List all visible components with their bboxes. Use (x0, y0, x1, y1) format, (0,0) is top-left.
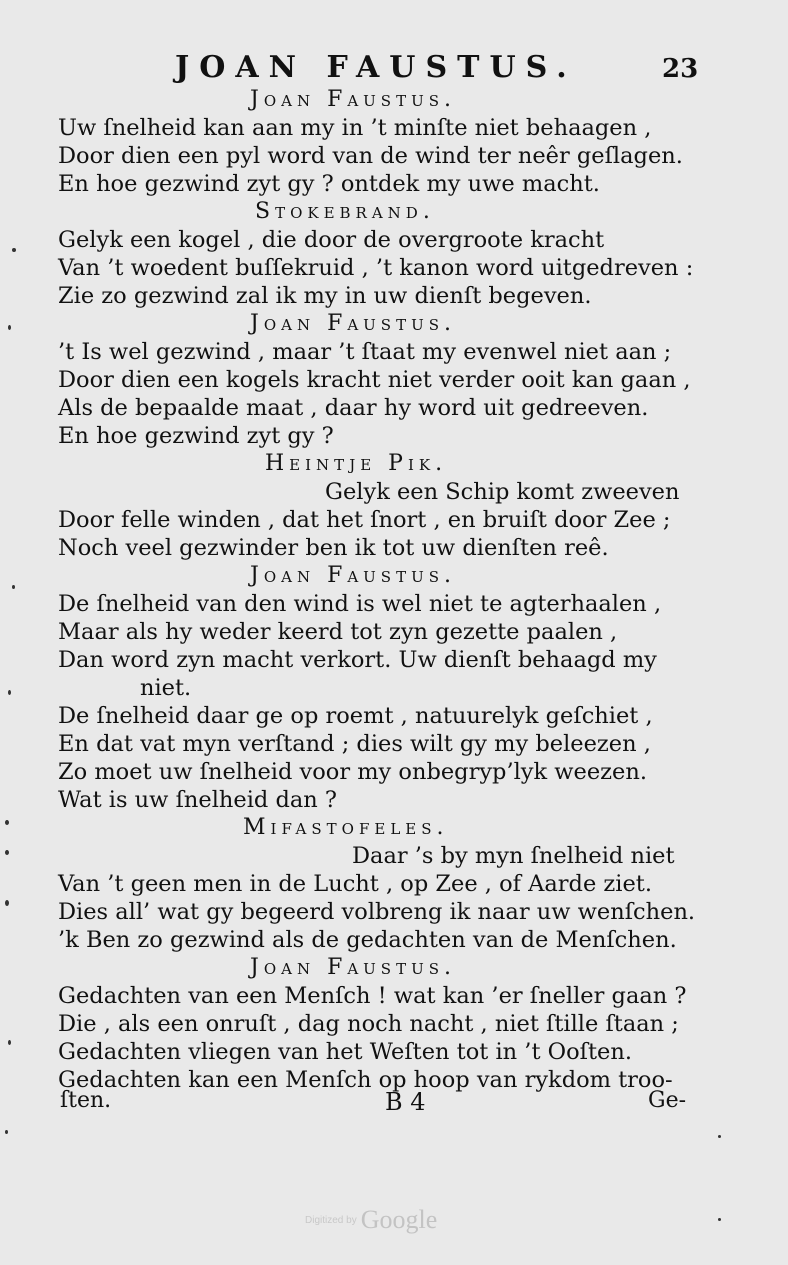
verse-line: Noch veel gezwinder ben ik tot uw dienſten reê. (58, 535, 609, 561)
verse-line: Door dien een pyl word van de wind ter neêr geſlagen. (58, 143, 683, 169)
scan-speck (5, 850, 9, 855)
verse-line: Zie zo gezwind zal ik my in uw dienſt begeven. (58, 283, 592, 309)
verse-line: Van ’t woedent buſſekruid , ’t kanon word uitgedreven : (58, 255, 694, 281)
verse-line: Als de bepaalde maat , daar hy word uit gedreeven. (58, 395, 649, 421)
verse-line: Gedachten kan een Menſch op hoop van rykdom troo- (58, 1067, 673, 1093)
verse-line: ’k Ben zo gezwind als de gedachten van de Menſchen. (58, 927, 677, 953)
speaker-name: Joan Faustus. (250, 87, 456, 112)
speaker-name: Joan Faustus. (250, 311, 456, 336)
verse-line: En hoe gezwind zyt gy ? ontdek my uwe macht. (58, 171, 600, 197)
scan-speck (718, 1135, 721, 1138)
verse-line: ’t Is wel gezwind , maar ’t ſtaat my evenwel niet aan ; (58, 339, 672, 365)
verse-line: Gelyk een Schip komt zweeven (325, 479, 680, 505)
scan-speck (12, 585, 15, 589)
verse-line: Die , als een onruſt , dag noch nacht , niet ſtille ſtaan ; (58, 1011, 679, 1037)
speaker-name: Mifastofeles. (243, 815, 449, 840)
verse-line: Daar ’s by myn ſnelheid niet (352, 843, 675, 869)
verse-line: En dat vat myn verſtand ; dies wilt gy my beleezen , (58, 731, 651, 757)
verse-line: Gelyk een kogel , die door de overgroote kracht (58, 227, 605, 253)
digitized-watermark (305, 1205, 437, 1235)
scan-speck (5, 900, 9, 906)
verse-line: De ſnelheid van den wind is wel niet te agterhaalen , (58, 591, 662, 617)
verse-line: Door felle winden , dat het ſnort , en bruiſt door Zee ; (58, 507, 671, 533)
scan-speck (5, 820, 9, 825)
page-number: 23 (662, 54, 699, 84)
scan-speck (8, 1040, 11, 1045)
verse-line: Dies all’ wat gy begeerd volbreng ik naar uw wenſchen. (58, 899, 696, 925)
scan-speck (8, 690, 11, 695)
verse-line: Door dien een kogels kracht niet verder ooit kan gaan , (58, 367, 691, 393)
signature-mark: B 4 (385, 1088, 426, 1116)
speaker-name: Heintje Pik. (265, 451, 448, 476)
verse-line: De ſnelheid daar ge op roemt , natuurelyk geſchiet , (58, 703, 653, 729)
verse-line: Maar als hy weder keerd tot zyn gezette paalen , (58, 619, 618, 645)
scan-speck (12, 248, 16, 252)
verse-line: Dan word zyn macht verkort. Uw dienſt behaagd my (58, 647, 657, 673)
scan-speck (718, 1218, 721, 1221)
catchword: Ge- (648, 1088, 687, 1113)
verse-line: Gedachten vliegen van het Weſten tot in ’t Ooſten. (58, 1039, 632, 1065)
speaker-name: Stokebrand. (255, 199, 435, 224)
verse-line: En hoe gezwind zyt gy ? (58, 423, 334, 449)
speaker-name: Joan Faustus. (250, 563, 456, 588)
verse-line: Gedachten van een Menſch ! wat kan ’er ſneller gaan ? (58, 983, 687, 1009)
speaker-name: Joan Faustus. (250, 955, 456, 980)
verse-line: Van ’t geen men in de Lucht , op Zee , of Aarde ziet. (58, 871, 652, 897)
watermark-prefix: Digitized by (305, 1214, 357, 1226)
verse-line: Uw ſnelheid kan aan my in ’t minſte niet behaagen , (58, 115, 652, 141)
running-title: JOAN FAUSTUS. (175, 50, 577, 85)
verse-line: niet. (140, 675, 192, 701)
scan-speck (5, 1130, 8, 1134)
scan-speck (8, 325, 11, 330)
footer-continuation: ſten. (60, 1088, 112, 1113)
watermark-brand: Google (360, 1205, 438, 1234)
verse-line: Wat is uw ſnelheid dan ? (58, 787, 337, 813)
verse-line: Zo moet uw ſnelheid voor my onbegryp’lyk weezen. (58, 759, 647, 785)
